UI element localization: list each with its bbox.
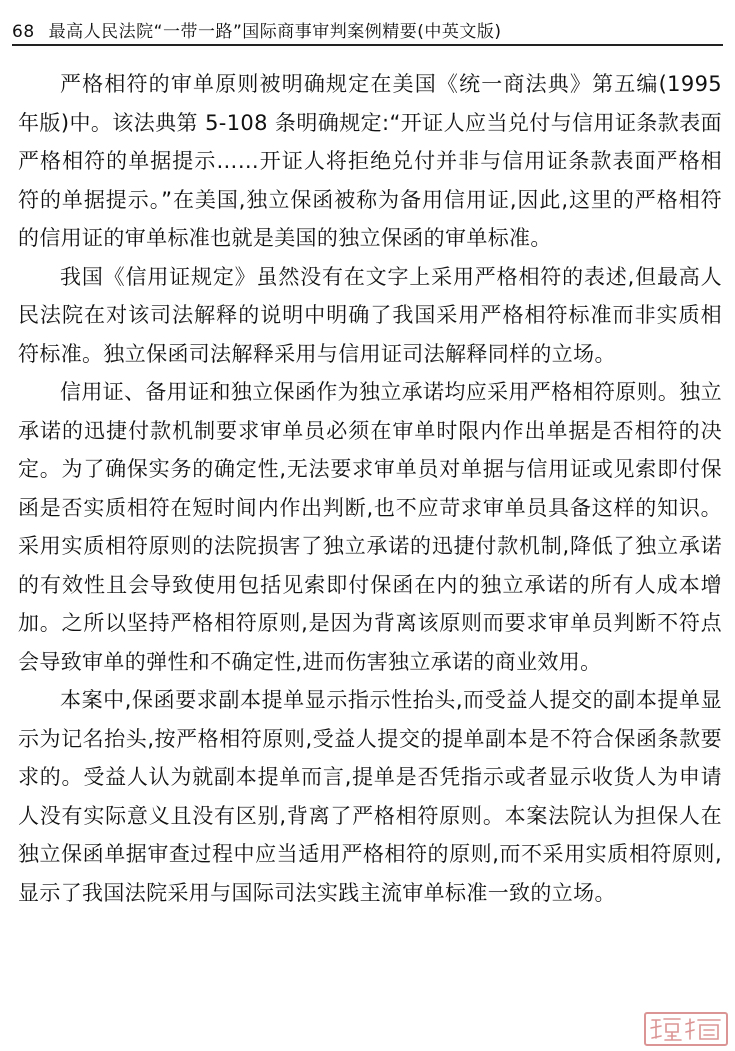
paragraph-4: 本案中,保函要求副本提单显示指示性抬头,而受益人提交的副本提单显示为记名抬头,按严格相符原则,受益人提交的提单副本是不符合保函条款要求的。受益人认为就副本提单而言,提单是否凭指示或者显示收货人为申请人没有实际意义且没有区别,背离了严格相符原则。本案法院认为担保人在独立保函单据审查过程中应当适用严格相符的原则,而不采用实质相符原则,显示了我国法院采用与国际司法实践主流审单标准一致的立场。 <box>18 688 722 905</box>
seal-glyphs <box>646 1014 726 1044</box>
watermark-seal <box>644 1012 728 1046</box>
page-number: 68 <box>12 22 35 42</box>
paragraph-1: 严格相符的审单原则被明确规定在美国《统一商法典》第五编(1995 年版)中。该法典第 5-108 条明确规定:“开证人应当兑付与信用证条款表面严格相符的单据提示……开证人将拒绝兑付并非与信用证条款表面严格相符的单据提示。”在美国,独立保函被称为备用信用证,因此,这里的严格相符的信用证的审单标准也就是美国的独立保函的审单标准。 <box>18 72 722 250</box>
paragraph-3: 信用证、备用证和独立保函作为独立承诺均应采用严格相符原则。独立承诺的迅捷付款机制要求审单员必须在审单时限内作出单据是否相符的决定。为了确保实务的确定性,无法要求审单员对单据与信用证或见索即付保函是否实质相符在短时间内作出判断,也不应苛求审单员具备这样的知识。采用实质相符原则的法院损害了独立承诺的迅捷付款机制,降低了独立承诺的有效性且会导致使用包括见索即付保函在内的独立承诺的所有人成本增加。之所以坚持严格相符原则,是因为背离该原则而要求审单员判断不符点会导致审单的弹性和不确定性,进而伤害独立承诺的商业效用。 <box>18 380 722 674</box>
book-title: 最高人民法院“一带一路”国际商事审判案例精要(中英文版) <box>48 22 502 42</box>
body-text <box>18 65 722 912</box>
running-header <box>12 8 723 42</box>
header-rule <box>12 44 723 46</box>
paragraph-2: 我国《信用证规定》虽然没有在文字上采用严格相符的表述,但最高人民法院在对该司法解释的说明中明确了我国采用严格相符标准而非实质相符标准。独立保函司法解释采用与信用证司法解释同样的立场。 <box>18 264 722 366</box>
